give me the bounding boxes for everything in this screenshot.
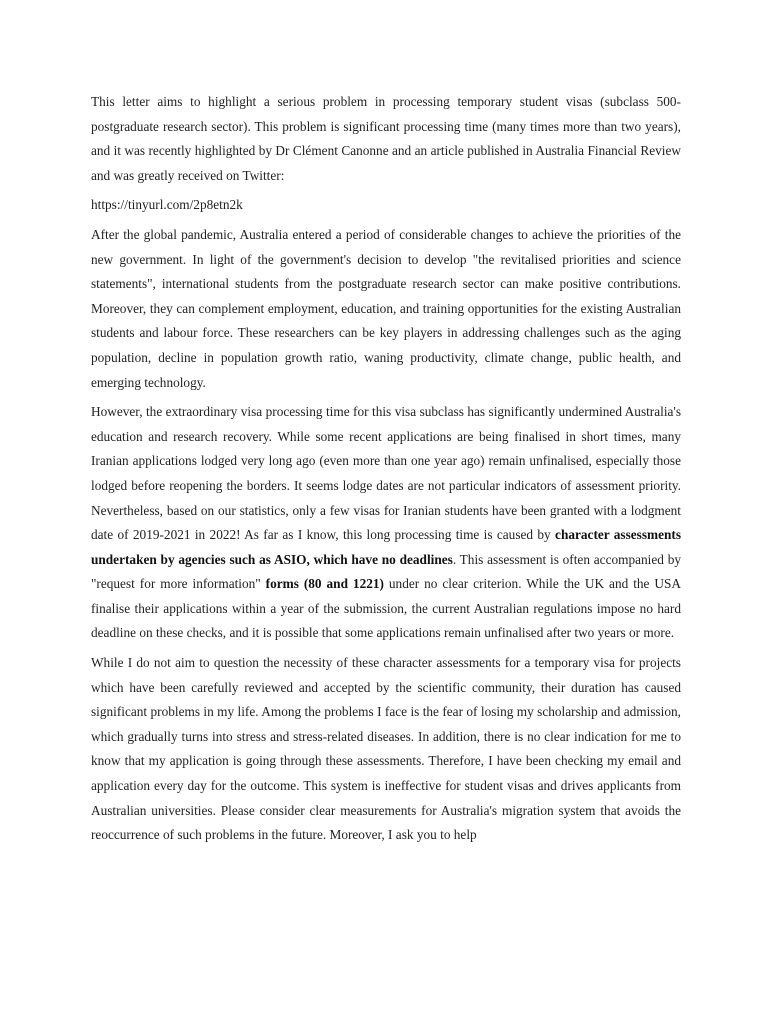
paragraph-processing-time-text-3: under no clear criterion. While the UK and the USA finalise their applications within a year of the submission, the current Australian regulations impose no hard deadline on these checks, and it is possible that some applications remain unfinalised after two years or more.	[91, 576, 681, 641]
bold-character-assessments: character assessments undertaken by agencies such as ASIO, which have no deadlines	[91, 527, 682, 567]
paragraph-processing-time-text-1: However, the extraordinary visa processing time for this visa subclass has significantly undermined Australia's education and research recovery. While some recent applications are being finalised in short times, many Iranian applications lodged very long ago (even more than one year ago) remain unfinalised, especially those lodged before reopening the borders. It seems lodge dates are not particular indicators of assessment priority. Nevertheless, based on our statistics, only a few visas for Iranian students have been granted with a lodgment date of 2019-2021 in 2022! As far as I know, this long processing time is caused by	[91, 404, 681, 543]
bold-forms: forms (80 and 1221)	[265, 576, 384, 592]
article-link[interactable]: https://tinyurl.com/2p8etn2k	[91, 197, 243, 213]
letter-body	[91, 90, 681, 853]
paragraph-intro: This letter aims to highlight a serious problem in processing temporary student visas (subclass 500- postgraduate research sector). This problem is significant processing time (many times more than two years), and it was recently highlighted by Dr Clément Canonne and an article published in Australia Financial Review and was greatly received on Twitter:	[91, 94, 681, 183]
paragraph-processing-time	[91, 400, 681, 646]
paragraph-pandemic: After the global pandemic, Australia entered a period of considerable changes to achieve the priorities of the new government. In light of the government's decision to develop "the revitalised priorities and science statements", international students from the postgraduate research sector can make positive contributions. Moreover, they can complement employment, education, and training opportunities for the existing Australian students and labour force. These researchers can be key players in addressing challenges such as the aging population, decline in population growth ratio, waning productivity, climate change, public health, and emerging technology.	[91, 226, 681, 390]
paragraph-processing-time-text-2: . This assessment is often accompanied by "request for more information"	[91, 551, 681, 592]
paragraph-personal-impact: While I do not aim to question the necessity of these character assessments for a temporary visa for projects which have been carefully reviewed and accepted by the scientific community, their duration has caused significant problems in my life. Among the problems I face is the fear of losing my scholarship and admission, which gradually turns into stress and stress-related diseases. In addition, there is no clear indication for me to know that my application is going through these assessments. Therefore, I have been checking my email and application every day for the outcome. This system is ineffective for student visas and drives applicants from Australian universities. Please consider clear measurements for Australia's migration system that avoids the reoccurrence of such problems in the future. Moreover, I ask you to help	[91, 655, 681, 843]
